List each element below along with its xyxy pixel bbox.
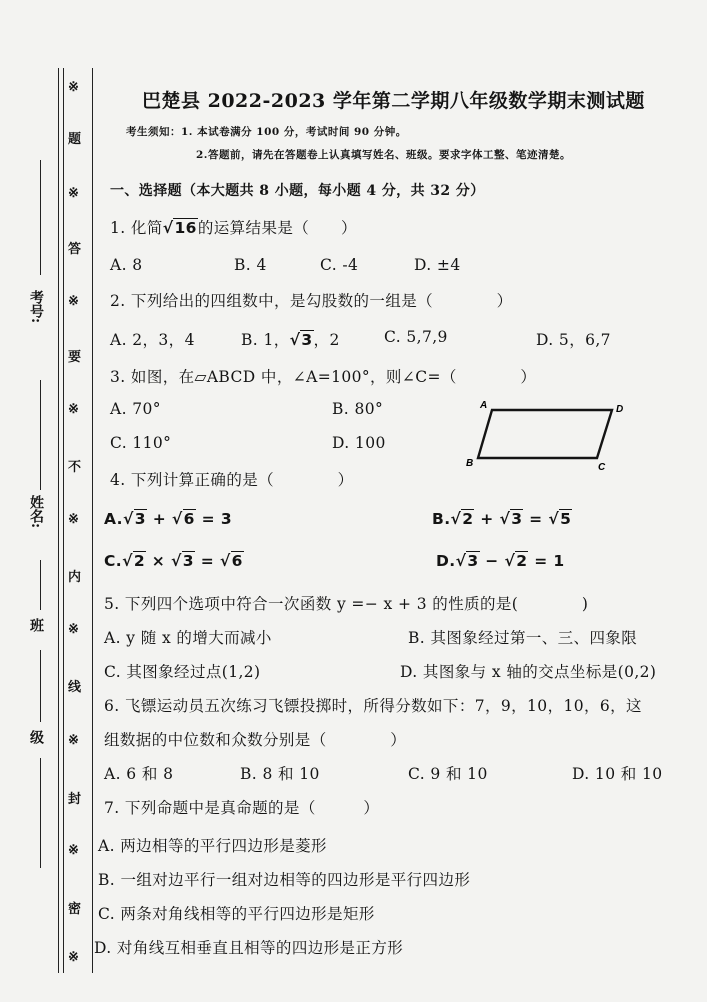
q5-option-c: C. 其图象经过点(1,2): [104, 663, 261, 681]
seal-char: 封: [68, 792, 82, 807]
q4-option-d-letter: D.: [436, 552, 456, 570]
seal-mark: ※: [68, 80, 79, 95]
q1-option-b: B. 4: [234, 256, 267, 274]
q4-a-operator: +: [146, 510, 172, 528]
q2-option-b: B. 1，√3，2: [241, 331, 340, 349]
q7-option-a: A. 两边相等的平行四边形是菱形: [98, 837, 327, 855]
vertex-label-b: B: [466, 458, 474, 469]
seal-mark: ※: [68, 622, 79, 637]
q4-option-d: D.√3 − √2 = 1: [436, 552, 565, 570]
q4-option-b: B.√2 + √3 = √5: [432, 510, 572, 528]
class-blank: [40, 560, 41, 610]
vertex-label-a: A: [480, 400, 488, 411]
q4-b-radicand-1: 2: [462, 510, 474, 528]
seal-mark: ※: [68, 950, 79, 965]
seal-mark: ※: [68, 843, 79, 858]
q6-option-a: A. 6 和 8: [104, 765, 174, 783]
q3-option-a: A. 70°: [110, 400, 161, 418]
name-blank: [40, 380, 41, 490]
parallelogram-figure: [462, 398, 632, 473]
q6-stem-line-1: 6. 飞镖运动员五次练习飞镖投掷时，所得分数如下：7，9，10，10，6，这: [104, 697, 642, 715]
q2-option-d: D. 5，6,7: [536, 331, 611, 349]
seal-char: 答: [68, 242, 82, 257]
seal-mark: ※: [68, 186, 79, 201]
seal-char: 线: [68, 680, 82, 695]
binding-margin: [0, 0, 100, 1002]
q4-a-result: = 3: [195, 510, 233, 528]
seal-mark: ※: [68, 733, 79, 748]
class-label: 班: [28, 618, 44, 632]
vertex-label-d: D: [616, 404, 624, 415]
q7-option-d: D. 对角线互相垂直且相等的四边形是正方形: [94, 939, 404, 957]
q4-b-radicand-2: 3: [511, 510, 523, 528]
q4-d-radicand-1: 3: [467, 552, 479, 570]
q5-option-d: D. 其图象与 x 轴的交点坐标是(0,2): [400, 663, 657, 681]
q4-c-operator: ×: [146, 552, 171, 570]
q4-option-c-letter: C.: [104, 552, 123, 570]
q2-option-b-pre: B. 1，: [241, 331, 290, 349]
q2-stem: 2. 下列给出的四组数中，是勾股数的一组是（ ）: [110, 292, 513, 310]
section-heading: 一、选择题（本大题共 8 小题，每小题 4 分，共 32 分）: [110, 183, 485, 199]
grade-blank-lower: [40, 758, 41, 868]
q4-d-operator: −: [479, 552, 505, 570]
q7-option-c: C. 两条对角线相等的平行四边形是矩形: [98, 905, 375, 923]
q4-b-radicand-3: 5: [560, 510, 572, 528]
q4-b-equals: =: [523, 510, 549, 528]
q1-option-d: D. ±4: [414, 256, 461, 274]
q6-option-c: C. 9 和 10: [408, 765, 488, 783]
q1-option-a: A. 8: [110, 256, 143, 274]
q4-stem: 4. 下列计算正确的是（ ）: [110, 471, 354, 489]
exam-notice-2: 2.答题前，请先在答题卷上认真填写姓名、班级。要求字体工整、笔迹清楚。: [196, 149, 571, 161]
q1-stem: 1. 化简√16的运算结果是（ ）: [110, 219, 357, 237]
q5-stem: 5. 下列四个选项中符合一次函数 y =− x + 3 的性质的是( ): [104, 595, 589, 613]
q6-option-d: D. 10 和 10: [572, 765, 663, 783]
q4-a-radicand-2: 6: [183, 510, 195, 528]
q4-d-result: = 1: [528, 552, 565, 570]
exam-number-label: 考号:: [28, 290, 44, 324]
q6-option-b: B. 8 和 10: [240, 765, 320, 783]
q4-b-operator: +: [474, 510, 500, 528]
q4-c-radicand-2: 3: [182, 552, 194, 570]
parallelogram-shape: [478, 410, 612, 458]
q7-option-b: B. 一组对边平行一组对边相等的四边形是平行四边形: [98, 871, 471, 889]
q7-stem: 7. 下列命题中是真命题的是（ ）: [104, 799, 380, 817]
q1-stem-pre: 1. 化简: [110, 219, 163, 237]
name-label: 姓名:: [28, 495, 44, 529]
grade-label: 级: [28, 730, 44, 744]
q1-radicand: 16: [174, 219, 197, 237]
margin-rule: [92, 68, 93, 973]
q5-option-b: B. 其图象经过第一、三、四象限: [408, 629, 638, 647]
exam-number-blank: [40, 160, 41, 275]
q4-d-radicand-2: 2: [516, 552, 528, 570]
q6-stem-line-2: 组数据的中位数和众数分别是（ ）: [104, 731, 407, 749]
seal-char: 要: [68, 350, 82, 365]
q2-option-c: C. 5,7,9: [384, 328, 448, 346]
q4-c-radicand-1: 2: [133, 552, 146, 570]
q4-option-a-letter: A.: [104, 510, 123, 528]
seal-char: 内: [68, 570, 82, 585]
q2-option-b-post: ，2: [313, 331, 340, 349]
q4-option-b-letter: B.: [432, 510, 451, 528]
q2-option-b-radicand: 3: [301, 331, 313, 349]
margin-rule: [58, 68, 59, 973]
q3-stem: 3. 如图，在▱ABCD 中，∠A=100°，则∠C=（ ）: [110, 368, 537, 386]
q4-option-c: C.√2 × √3 = √6: [104, 552, 243, 570]
q3-option-d: D. 100: [332, 434, 386, 452]
q4-c-radicand-3: 6: [231, 552, 243, 570]
seal-char: 密: [68, 902, 82, 917]
q1-stem-post: 的运算结果是（ ）: [197, 219, 357, 237]
margin-rule: [63, 68, 64, 973]
exam-notice-1: 考生须知：1. 本试卷满分 100 分，考试时间 90 分钟。: [126, 126, 407, 138]
seal-char: 题: [68, 132, 82, 147]
q1-option-c: C. -4: [320, 256, 359, 274]
exam-title: 巴楚县 2022-2023 学年第二学期八年级数学期末测试题: [142, 90, 645, 112]
vertex-label-c: C: [598, 462, 606, 473]
q4-a-radicand-1: 3: [134, 510, 146, 528]
seal-mark: ※: [68, 294, 79, 309]
q4-c-equals: =: [194, 552, 220, 570]
grade-blank: [40, 650, 41, 722]
q2-option-a: A. 2，3，4: [110, 331, 195, 349]
q4-option-a: A.√3 + √6 = 3: [104, 510, 233, 528]
seal-char: 不: [68, 460, 82, 475]
seal-mark: ※: [68, 402, 79, 417]
seal-mark: ※: [68, 512, 79, 527]
q3-option-c: C. 110°: [110, 434, 172, 452]
q3-option-b: B. 80°: [332, 400, 384, 418]
q5-option-a: A. y 随 x 的增大而减小: [104, 629, 272, 647]
